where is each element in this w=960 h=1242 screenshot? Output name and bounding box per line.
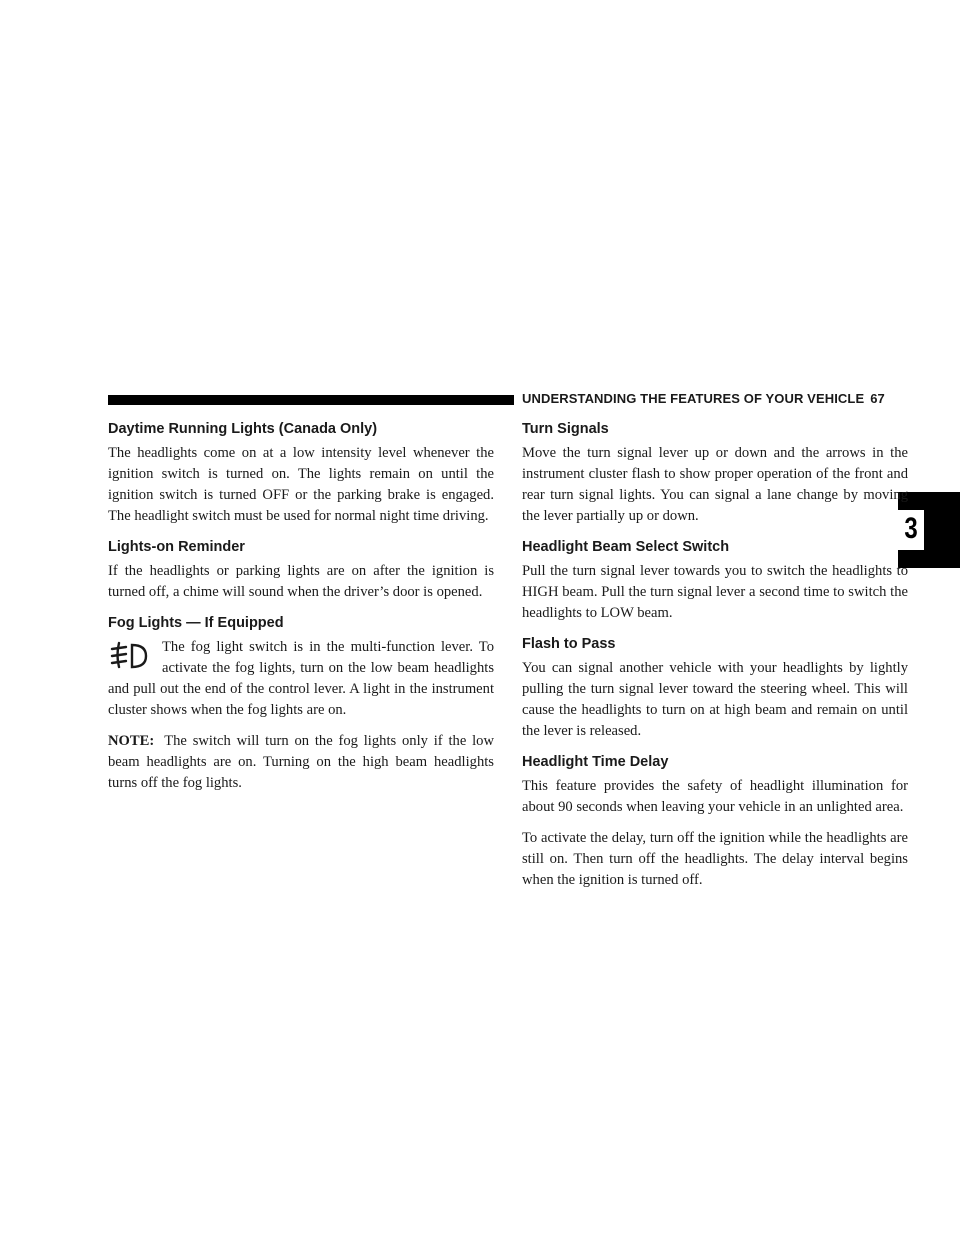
section-turn-signals xyxy=(522,419,908,527)
left-column xyxy=(108,419,494,804)
section-lights-on-reminder xyxy=(108,537,494,603)
chapter-tab-number: 3 xyxy=(904,512,918,545)
section-heading: Flash to Pass xyxy=(522,636,616,652)
note-text: The switch will turn on the fog lights only if the low beam headlights are on. Turning on the high beam headlights turns off the fog lights. xyxy=(108,733,494,791)
section-heading: Fog Lights — If Equipped xyxy=(108,615,284,631)
section-body: Move the turn signal lever up or down and the arrows in the instrument cluster flash to show proper operation of the front and rear turn signal lights. You can signal a lane change by moving the lever partially up or down. xyxy=(522,445,908,524)
note-label: NOTE: xyxy=(108,733,155,749)
page-number: 67 xyxy=(870,391,885,406)
section-body: You can signal another vehicle with your headlights by lightly pulling the turn signal lever toward the steering wheel. This will cause the headlights to turn on at high beam and remain on until the lever is released. xyxy=(522,660,908,739)
section-heading: Lights-on Reminder xyxy=(108,539,245,555)
section-heading: Headlight Time Delay xyxy=(522,754,669,770)
header-title: UNDERSTANDING THE FEATURES OF YOUR VEHICLE xyxy=(522,391,865,406)
running-header xyxy=(522,391,885,406)
section-fog-lights xyxy=(108,613,494,794)
section-body: The headlights come on at a low intensity level whenever the ignition switch is turned on. The lights remain on until the ignition switch is turned OFF or the parking brake is engaged. The headlight switch must be used for normal night time driving. xyxy=(108,445,494,524)
fog-light-icon xyxy=(108,637,152,677)
section-headlight-time-delay xyxy=(522,752,908,891)
section-flash-to-pass xyxy=(522,634,908,742)
section-headlight-beam-select xyxy=(522,537,908,624)
header-rule xyxy=(108,395,514,405)
section-body: To activate the delay, turn off the ignition while the headlights are still on. Then turn off the headlights. The delay interval begins when the ignition is turned off. xyxy=(522,830,908,888)
note-paragraph xyxy=(108,731,494,794)
section-heading: Daytime Running Lights (Canada Only) xyxy=(108,421,378,437)
section-heading: Headlight Beam Select Switch xyxy=(522,539,730,555)
section-body: If the headlights or parking lights are on after the ignition is turned off, a chime will sound when the driver’s door is opened. xyxy=(108,563,494,600)
section-body: This feature provides the safety of headlight illumination for about 90 seconds when leaving your vehicle in an unlighted area. xyxy=(522,778,908,815)
section-body: The fog light switch is in the multi-function lever. To activate the fog lights, turn on the low beam headlights and pull out the end of the control lever. A light in the instrument cluster shows when the fog lights are on. xyxy=(108,639,494,718)
section-body: Pull the turn signal lever towards you to switch the headlights to HIGH beam. Pull the turn signal lever a second time to switch the headlights to LOW beam. xyxy=(522,563,908,621)
section-daytime-running-lights xyxy=(108,419,494,527)
section-heading: Turn Signals xyxy=(522,421,609,437)
right-column xyxy=(522,419,908,901)
